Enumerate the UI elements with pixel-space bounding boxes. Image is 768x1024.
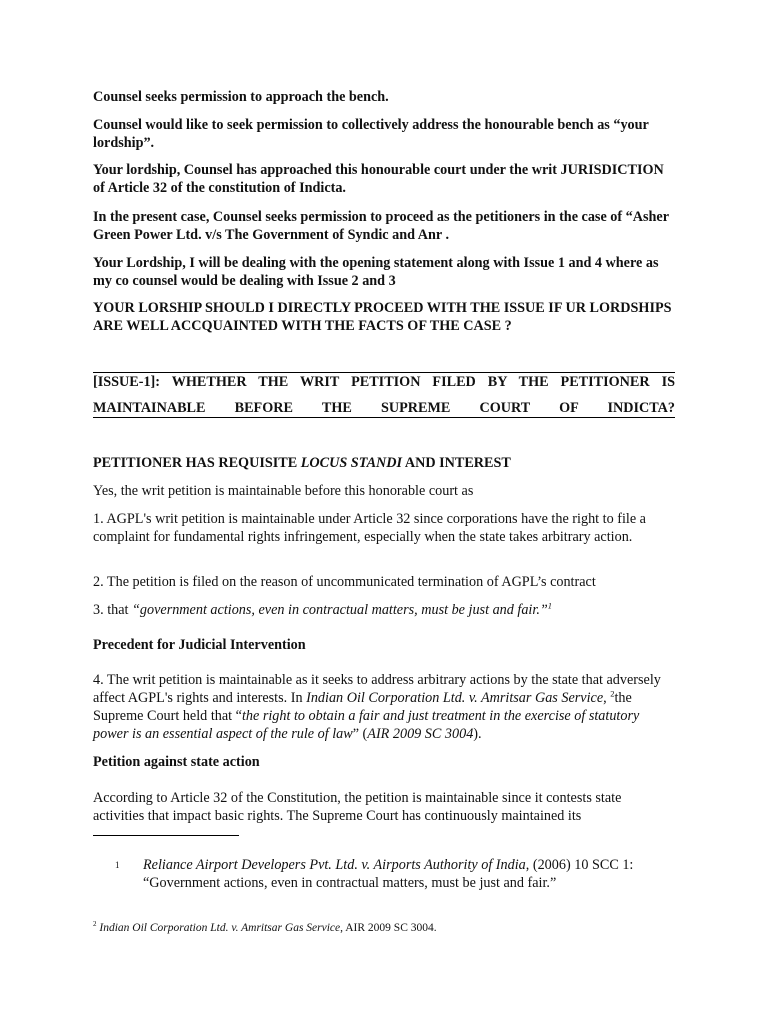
footnote-1-number: 1	[115, 860, 120, 870]
point-2: 2. The petition is filed on the reason of uncommunicated termination of AGPL’s contract	[93, 574, 596, 590]
point-1: 1. AGPL's writ petition is maintainable under Article 32 since corporations have the right to file a complaint for fundamental rights infringement, especially when the state takes arbitrary action.	[93, 511, 646, 545]
issue-bottom-rule	[93, 417, 675, 418]
footnote-separator	[93, 835, 239, 836]
point-3: 3. that “government actions, even in contractual matters, must be just and fair.”$^1$	[93, 600, 553, 618]
footnote-ref-2: 2	[610, 688, 615, 699]
intro-facts-question: YOUR LORSHIP SHOULD I DIRECTLY PROCEED WITH THE ISSUE IF UR LORDSHIPS ARE WELL ACCQUAINTED WITH THE FACTS OF THE CASE ?	[93, 300, 672, 334]
footnote-2: $^2$ Indian Oil Corporation Ltd. v. Amritsar Gas Service, AIR 2009 SC 3004.	[93, 920, 437, 934]
intro-issue-split: Your Lordship, I will be dealing with the opening statement along with Issue 1 and 4 where as my co counsel would be dealing with Issue 2 and 3	[93, 255, 659, 289]
section-heading-precedent: Precedent for Judicial Intervention	[93, 637, 306, 653]
intro-address-bench: Counsel would like to seek permission to collectively address the honourable bench as “your lordship”.	[93, 117, 649, 151]
footnote-2-number: 2	[93, 920, 97, 929]
section-heading-locus-standi: PETITIONER HAS REQUISITE LOCUS STANDI AND INTEREST	[93, 455, 511, 471]
state-action-paragraph: According to Article 32 of the Constitution, the petition is maintainable since it contests state activities that impact basic rights. The Supreme Court has continuously maintained its	[93, 790, 622, 824]
intro-jurisdiction: Your lordship, Counsel has approached this honourable court under the writ JURISDICTION of Article 32 of the constitution of Indicta.	[93, 162, 664, 196]
issue-heading-line1: [ISSUE-1]: WHETHER THE WRIT PETITION FILED BY THE PETITIONER IS	[93, 374, 675, 390]
maintainable-intro: Yes, the writ petition is maintainable before this honorable court as	[93, 483, 474, 499]
footnote-ref-1: 1	[547, 600, 553, 611]
issue-heading-line2: MAINTAINABLE BEFORE THE SUPREME COURT OF INDICTA?	[93, 400, 675, 416]
precedent-paragraph: 4. The writ petition is maintainable as it seeks to address arbitrary actions by the state that adversely affect AGPL's rights and interests. In Indian Oil Corporation Ltd. v. Amritsar Gas Service, $^2$the Supreme Court held that “the right to obtain a fair and just treatment in the exercise of statutory power is an essential aspect of the rule of law” (AIR 2009 SC 3004).	[93, 672, 661, 742]
section-heading-state-action: Petition against state action	[93, 754, 260, 770]
intro-case-name: In the present case, Counsel seeks permission to proceed as the petitioners in the case of “Asher Green Power Ltd. v/s The Government of Syndic and Anr .	[93, 209, 669, 243]
intro-approach-bench: Counsel seeks permission to approach the bench.	[93, 89, 389, 105]
